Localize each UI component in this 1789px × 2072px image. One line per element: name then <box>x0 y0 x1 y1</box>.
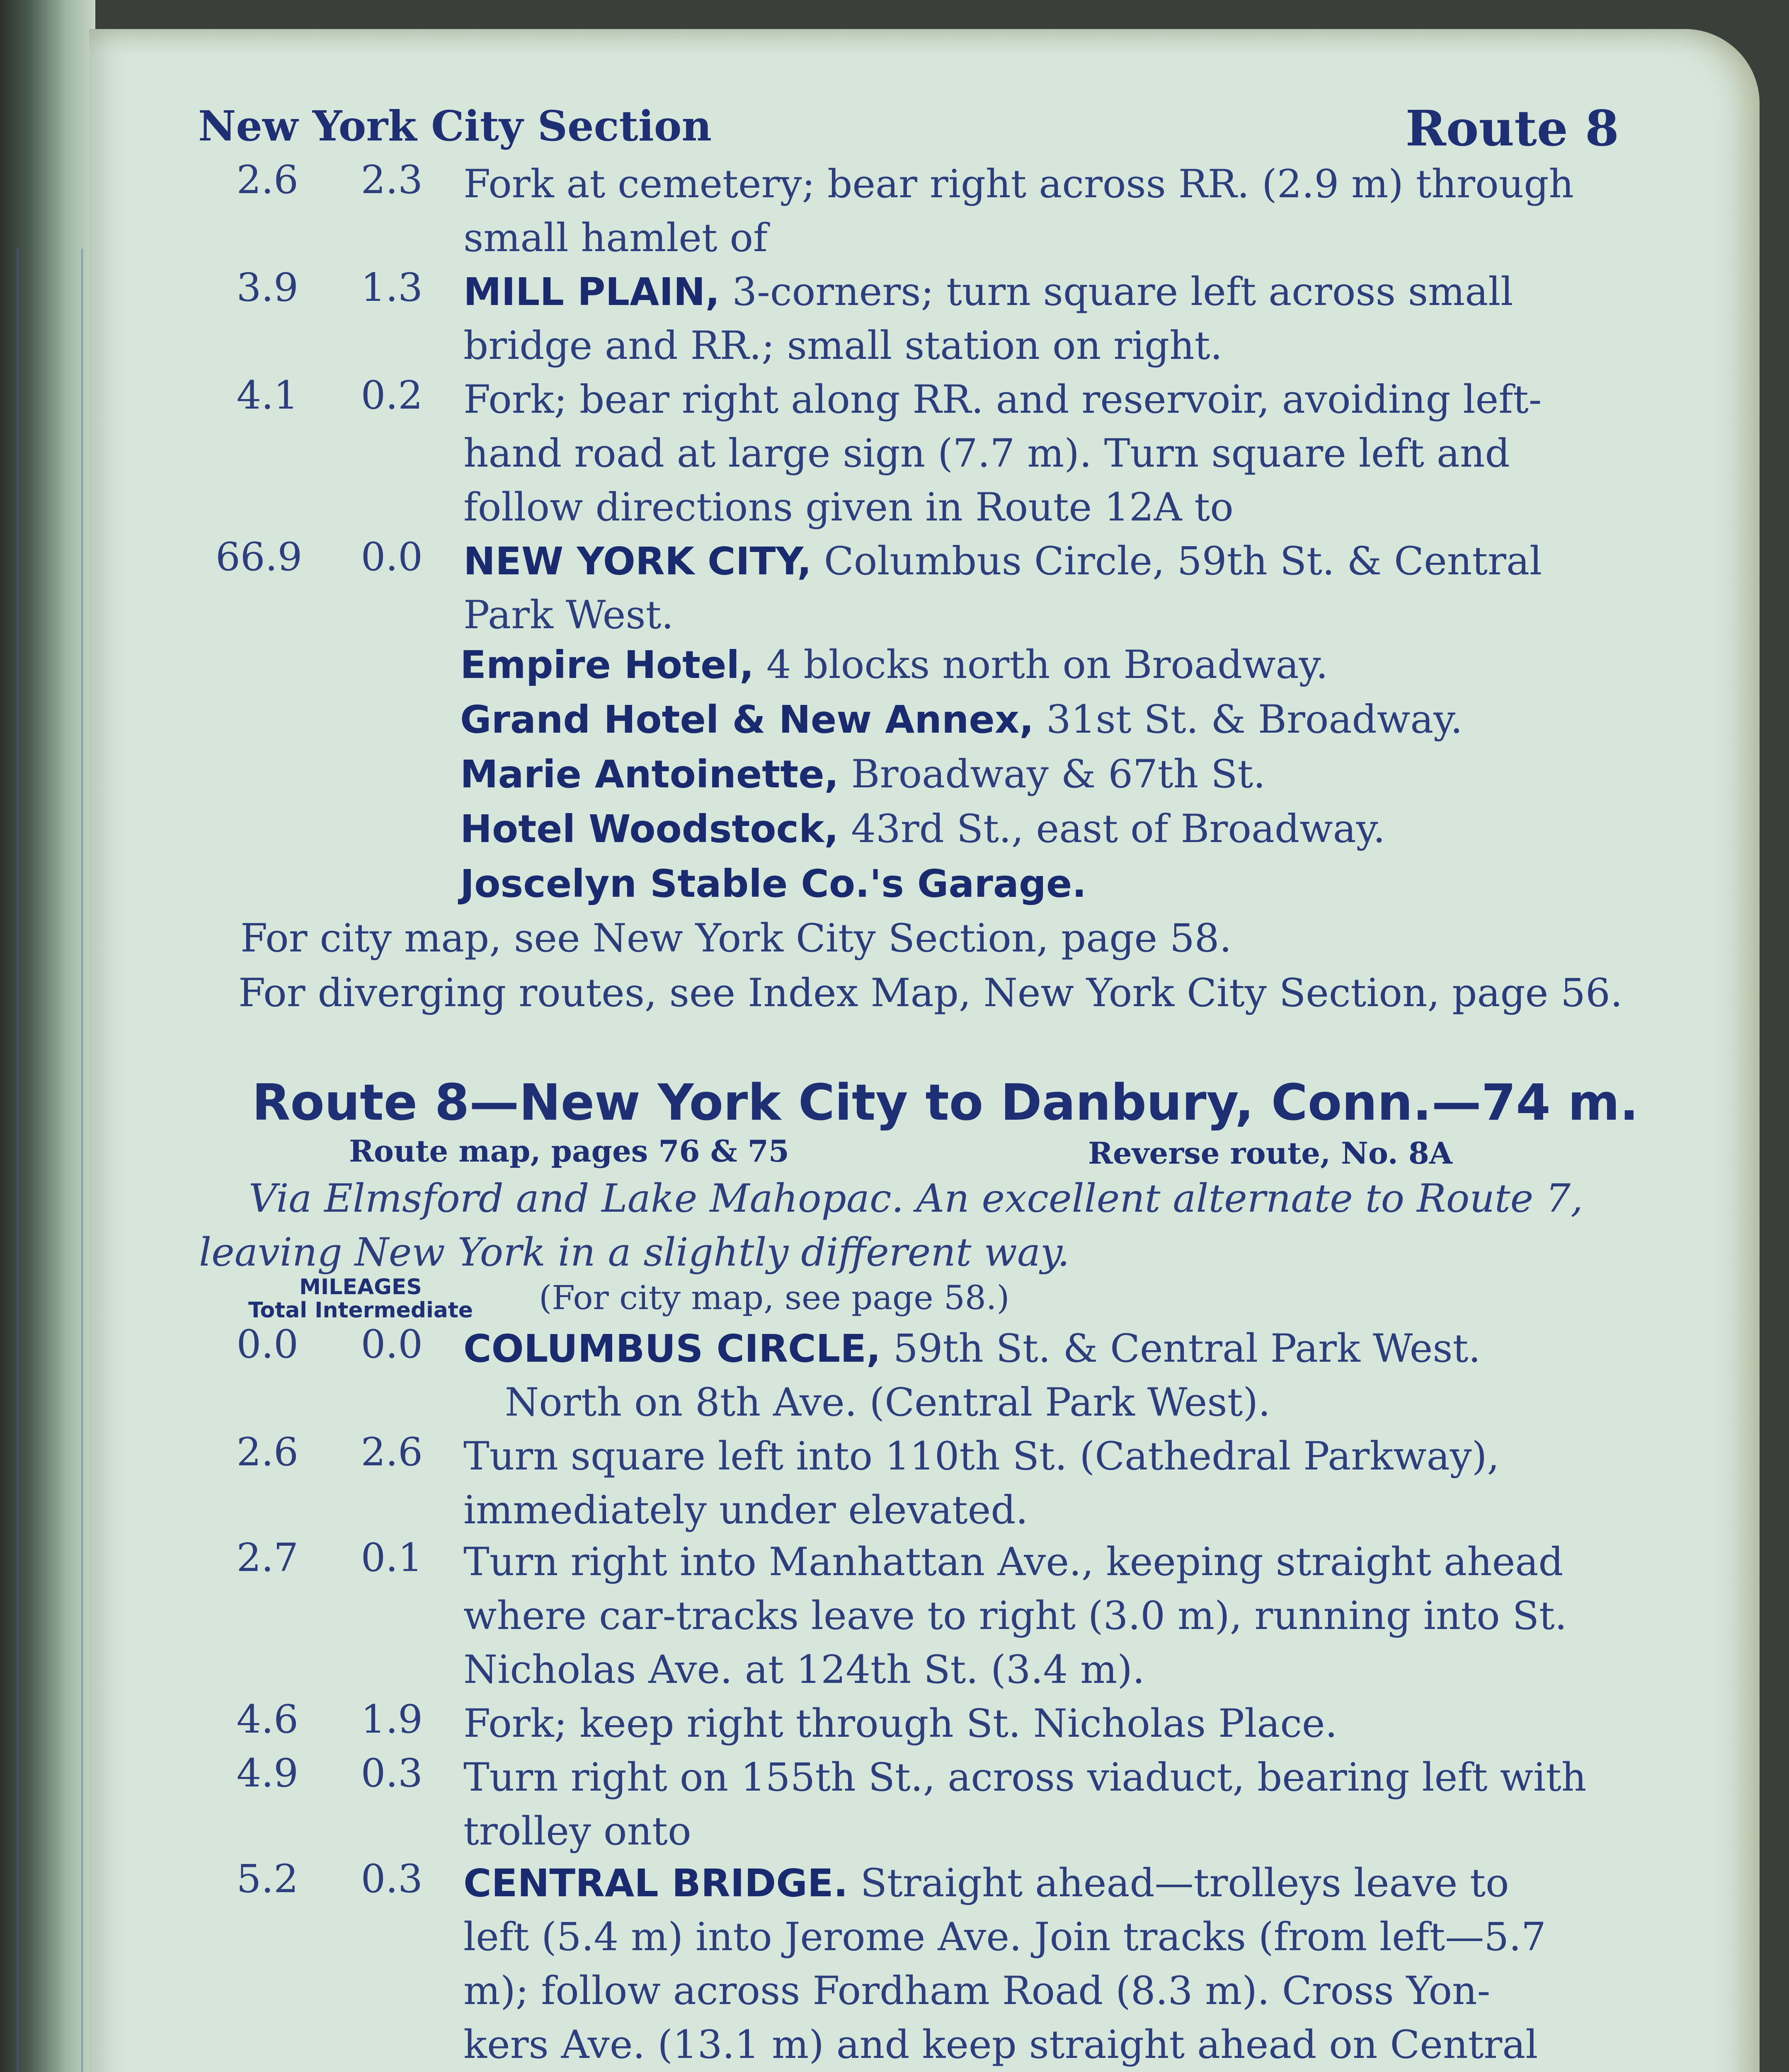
route-title: Route 8—New York City to Danbury, Conn.—74 m. <box>252 1074 1639 1132</box>
entry-text <box>463 157 1616 265</box>
hotel-line <box>460 806 1385 852</box>
line: Turn square left into 110th St. (Cathedral Parkway), <box>463 1434 1500 1479</box>
entry-text <box>463 1322 1616 1430</box>
mileages-sublabel: Total Intermediate <box>248 1298 473 1323</box>
total-mileage: 2.6 <box>236 157 298 203</box>
intermediate-mileage: 0.0 <box>361 535 423 580</box>
entry-text <box>463 1430 1616 1537</box>
entry-text <box>463 1535 1616 1697</box>
intermediate-mileage: 0.0 <box>361 1322 423 1367</box>
line: Straight ahead—trolleys leave to <box>848 1861 1509 1906</box>
total-mileage: 4.9 <box>236 1751 298 1796</box>
total-mileage: 4.1 <box>236 373 298 418</box>
route-intro-line: Via Elmsford and Lake Mahopac. An excellent alternate to Route 7, <box>249 1176 1583 1221</box>
entry-text <box>463 1857 1616 2072</box>
entry-text <box>463 535 1616 642</box>
hotel-detail: 31st St. & Broadway. <box>1034 697 1463 742</box>
line: Fork at cemetery; bear right across RR. (2.9 m) through <box>463 162 1574 207</box>
total-mileage: 0.0 <box>236 1322 298 1367</box>
entry-text <box>463 1697 1616 1751</box>
mileages-column-header <box>224 1276 497 1322</box>
line: trolley onto <box>463 1809 691 1854</box>
mileages-label: MILEAGES <box>299 1275 422 1300</box>
intermediate-mileage: 0.1 <box>361 1535 423 1581</box>
entry-text <box>463 1751 1616 1859</box>
hotel-detail: Broadway & 67th St. <box>839 752 1266 797</box>
facing-page-edge <box>17 249 83 2072</box>
hotel-line <box>460 697 1463 742</box>
route-map-ref: Route map, pages 76 & 75 <box>349 1133 789 1169</box>
intermediate-mileage: 0.3 <box>361 1857 423 1902</box>
total-mileage: 2.6 <box>236 1430 298 1475</box>
route-header: Route 8 <box>1405 99 1619 157</box>
line: Park West. <box>463 593 674 638</box>
line: hand road at large sign (7.7 m). Turn square left and <box>463 431 1510 476</box>
hotel-line <box>460 642 1328 687</box>
total-mileage: 4.6 <box>236 1697 298 1742</box>
line: where car-tracks leave to right (3.0 m), running into St. <box>463 1593 1567 1639</box>
intermediate-mileage: 1.3 <box>361 265 423 310</box>
line: follow directions given in Route 12A to <box>463 485 1234 530</box>
line: kers Ave. (13.1 m) and keep straight ahead on Central <box>463 2022 1538 2067</box>
place-name: NEW YORK CITY, <box>463 539 812 583</box>
route-intro-line: leaving New York in a slightly different way. <box>199 1230 1070 1275</box>
hotel-name: Empire Hotel, <box>460 643 754 687</box>
line: Columbus Circle, 59th St. & Central <box>811 539 1542 584</box>
line: North on 8th Ave. (Central Park West). <box>505 1380 1270 1425</box>
line: 3-corners; turn square left across small <box>720 269 1513 315</box>
hotel-detail: 43rd St., east of Broadway. <box>839 806 1386 852</box>
intermediate-mileage: 2.3 <box>361 157 423 203</box>
book-spine-edge <box>0 0 95 2072</box>
total-mileage: 3.9 <box>236 265 298 310</box>
line: Fork; bear right along RR. and reservoir, avoiding left- <box>463 377 1542 422</box>
line: bridge and RR.; small station on right. <box>463 323 1223 368</box>
hotel-name: Marie Antoinette, <box>460 752 839 796</box>
place-name: MILL PLAIN, <box>463 270 720 314</box>
city-map-note: For city map, see New York City Section, page 58. <box>240 916 1232 961</box>
place-name: COLUMBUS CIRCLE, <box>463 1326 881 1371</box>
diverging-routes-note: For diverging routes, see Index Map, New York City Section, page 56. <box>238 971 1623 1016</box>
line: small hamlet of <box>463 215 768 261</box>
hotel-detail: 4 blocks north on Broadway. <box>754 642 1328 687</box>
place-name: CENTRAL BRIDGE. <box>463 1861 848 1905</box>
hotel-name: Joscelyn Stable Co.'s Garage. <box>460 862 1087 906</box>
line: m); follow across Fordham Road (8.3 m). Cross Yon- <box>463 1968 1491 2014</box>
line: immediately under elevated. <box>463 1488 1028 1533</box>
total-mileage: 5.2 <box>236 1857 298 1902</box>
section-header: New York City Section <box>198 102 712 150</box>
city-map-ref: (For city map, see page 58.) <box>539 1278 1010 1317</box>
total-mileage: 66.9 <box>216 535 303 580</box>
hotel-line <box>460 861 1086 906</box>
reverse-route-ref: Reverse route, No. 8A <box>1088 1135 1452 1171</box>
line: Fork; keep right through St. Nicholas Place. <box>463 1701 1338 1746</box>
intermediate-mileage: 1.9 <box>361 1697 423 1742</box>
line: Turn right on 155th St., across viaduct, bearing left with <box>463 1755 1587 1800</box>
line: Turn right into Manhattan Ave., keeping straight ahead <box>463 1539 1564 1585</box>
intermediate-mileage: 0.3 <box>361 1751 423 1796</box>
intermediate-mileage: 2.6 <box>361 1430 423 1475</box>
line: left (5.4 m) into Jerome Ave. Join tracks (from left—5.7 <box>463 1915 1546 1960</box>
intermediate-mileage: 0.2 <box>361 373 423 418</box>
hotel-line <box>460 752 1265 797</box>
hotel-name: Grand Hotel & New Annex, <box>460 697 1034 742</box>
total-mileage: 2.7 <box>236 1535 298 1581</box>
line: Nicholas Ave. at 124th St. (3.4 m). <box>463 1647 1145 1692</box>
entry-text <box>463 265 1616 373</box>
hotel-name: Hotel Woodstock, <box>460 807 839 851</box>
line: 59th St. & Central Park West. <box>880 1326 1481 1371</box>
entry-text <box>463 373 1616 535</box>
